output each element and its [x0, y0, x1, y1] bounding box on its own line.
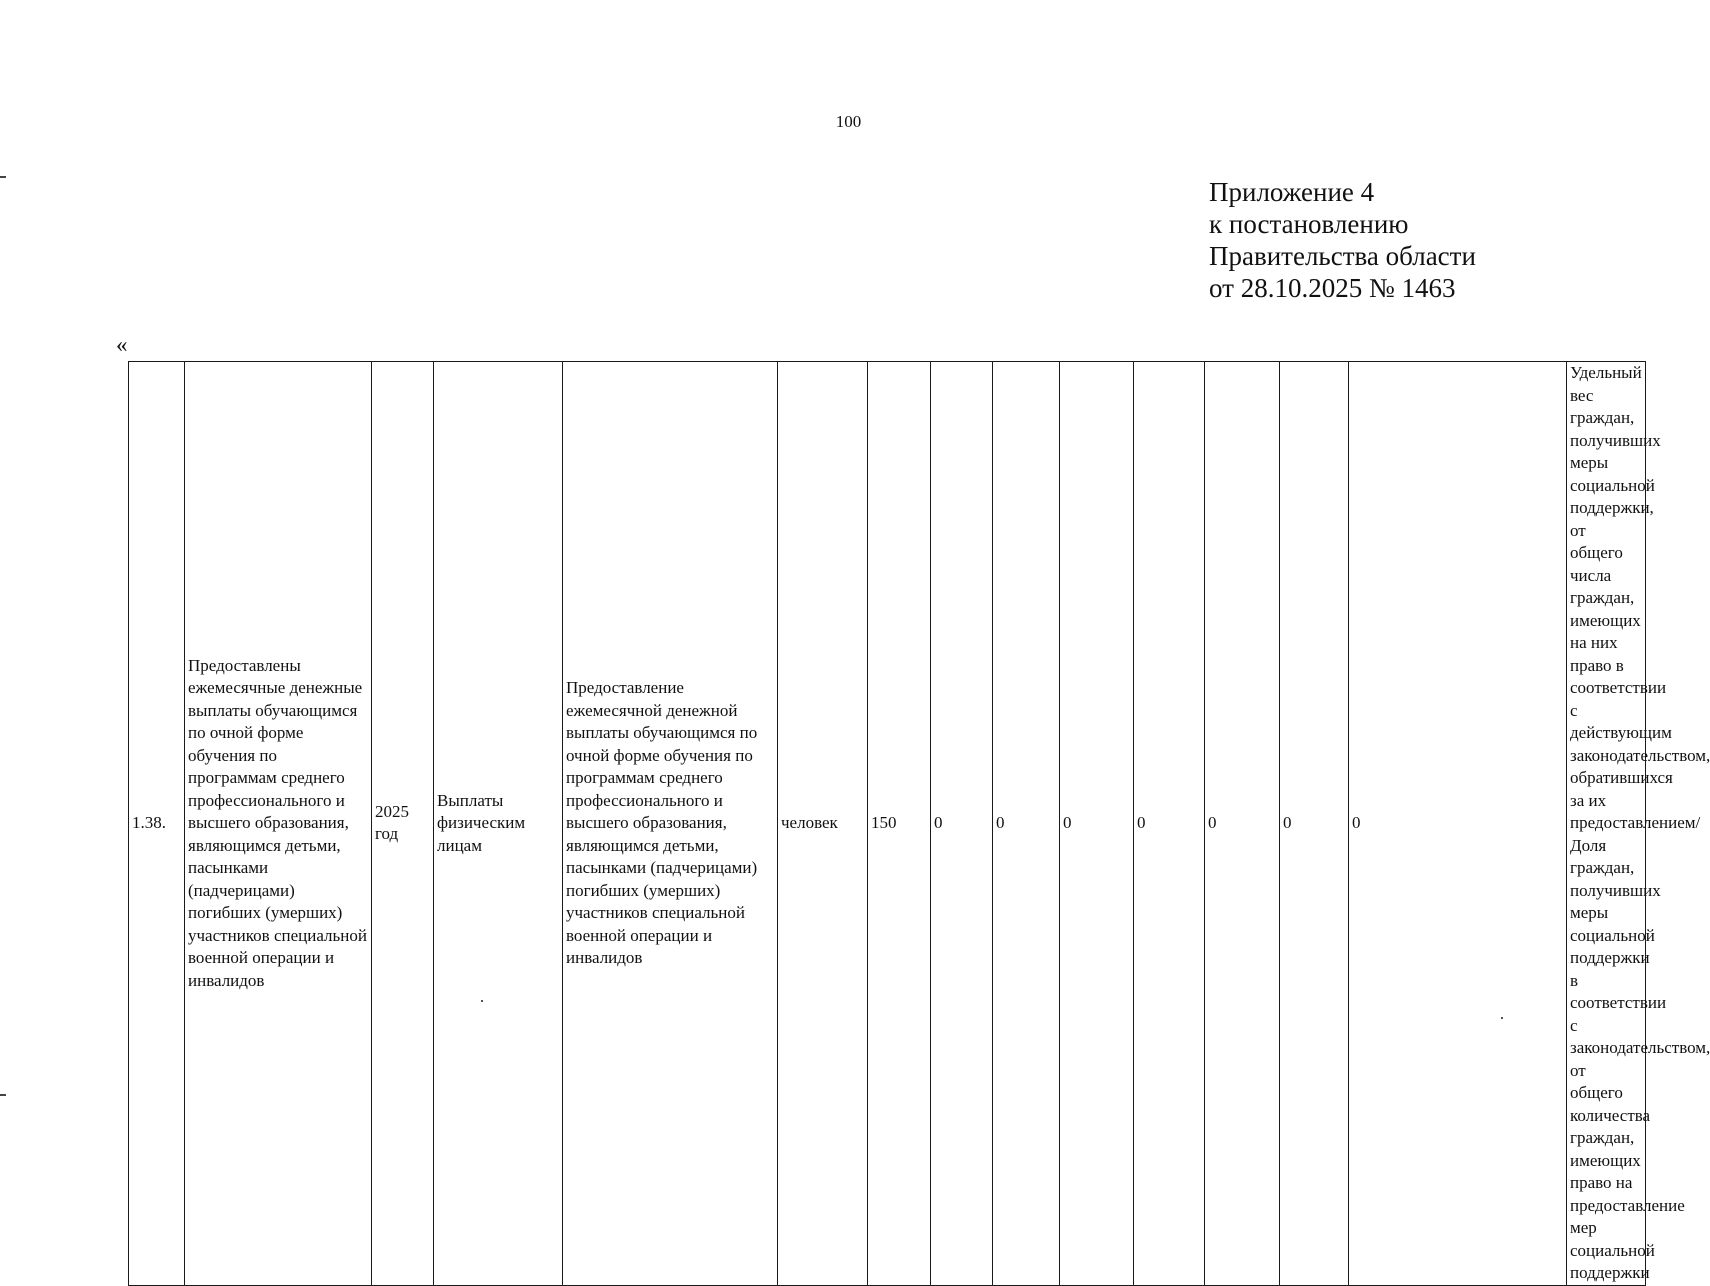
opening-quote-mark: « — [116, 332, 128, 357]
value-cell — [1280, 362, 1349, 1286]
program-table — [128, 361, 1710, 1286]
value-5: 0 — [1137, 813, 1146, 832]
row-number-cell — [129, 362, 185, 1286]
description-cell — [563, 362, 778, 1286]
appendix-line-government: Правительства области — [1209, 241, 1476, 271]
unit-text: человек — [781, 813, 838, 832]
value-cell — [1134, 362, 1205, 1286]
scan-artifact — [481, 1000, 483, 1002]
year-text: 2025 год — [375, 801, 409, 844]
scan-artifact — [0, 1094, 6, 1096]
value-1: 150 — [871, 813, 897, 832]
page-number: 100 — [835, 112, 862, 131]
unit-cell — [778, 362, 868, 1286]
value-2: 0 — [934, 813, 943, 832]
type-text: Выплаты физическим лицам — [437, 790, 526, 855]
indicator-cell — [1567, 362, 1710, 1286]
value-cell — [993, 362, 1060, 1286]
value-7: 0 — [1283, 813, 1292, 832]
appendix-title: Приложение 4 — [1209, 177, 1375, 207]
indicator-text: Удельный вес граждан, получивших меры социальной поддержки, от общего числа граждан, имеющих на них право в соответствии с действующим законодательством, обратившихся за их предоставлением/Доля граждан, получивших меры социальной поддержки в соответствии с законодательством, от общего количества граждан, имеющих право на предоставление мер социальной поддержки — [1570, 363, 1710, 1282]
appendix-line-resolution: к постановлению — [1209, 209, 1409, 239]
value-cell — [868, 362, 931, 1286]
value-8: 0 — [1352, 813, 1361, 832]
value-3: 0 — [996, 813, 1005, 832]
value-4: 0 — [1063, 813, 1072, 832]
result-text: Предоставлены ежемесячные денежные выплаты обучающимся по очной форме обучения по программам среднего профессионального и высшего образования, являющимся детьми, пасынками (падчерицами) погибших (умерших) участников специальной военной операции и инвалидов — [188, 655, 367, 990]
scan-artifact — [1501, 1017, 1503, 1019]
value-cell — [1060, 362, 1134, 1286]
appendix-line-date-number: от 28.10.2025 № 1463 — [1209, 273, 1456, 303]
result-cell — [185, 362, 372, 1286]
value-cell — [931, 362, 993, 1286]
type-cell — [434, 362, 563, 1286]
table-row — [129, 362, 1646, 1286]
description-text: Предоставление ежемесячной денежной выплаты обучающимся по очной форме обучения по программам среднего профессионального и высшего образования, являющимся детьми, пасынками (падчерицами) погибших (умерших) участников специальной военной операции и инвалидов — [566, 678, 758, 967]
appendix-header — [1209, 176, 1476, 304]
value-6: 0 — [1208, 813, 1217, 832]
year-cell — [372, 362, 434, 1286]
row-number: 1.38. — [132, 813, 166, 832]
value-cell — [1349, 362, 1567, 1286]
value-cell — [1205, 362, 1280, 1286]
scan-artifact — [0, 176, 6, 178]
